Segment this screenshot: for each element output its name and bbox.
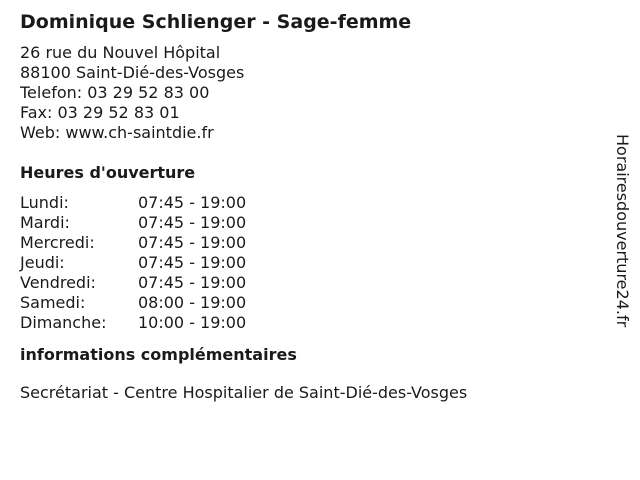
phone-number: Telefon: 03 29 52 83 00 <box>20 83 210 102</box>
time-range: 07:45 - 19:00 <box>138 253 247 272</box>
time-range: 07:45 - 19:00 <box>138 193 247 212</box>
hours-heading: Heures d'ouverture <box>20 163 196 182</box>
hours-row-vendredi <box>20 273 600 293</box>
info-text: Secrétariat - Centre Hospitalier de Saint-Dié-des-Vosges <box>20 383 468 402</box>
fax-number: Fax: 03 29 52 83 01 <box>20 103 180 122</box>
listing-card <box>20 10 600 403</box>
time-range: 08:00 - 19:00 <box>138 293 247 312</box>
hours-row-jeudi <box>20 253 600 273</box>
time-range: 07:45 - 19:00 <box>138 233 247 252</box>
day-label: Dimanche: <box>20 313 107 332</box>
hours-row-samedi <box>20 293 600 313</box>
time-range: 07:45 - 19:00 <box>138 273 247 292</box>
address-line-street: 26 rue du Nouvel Hôpital <box>20 43 221 62</box>
time-range: 07:45 - 19:00 <box>138 213 247 232</box>
hours-table <box>20 193 600 333</box>
page-title: Dominique Schlienger - Sage-femme <box>20 11 412 33</box>
hours-row-mardi <box>20 213 600 233</box>
day-label: Mardi: <box>20 213 70 232</box>
website: Web: www.ch-saintdie.fr <box>20 123 214 142</box>
day-label: Lundi: <box>20 193 69 212</box>
hours-row-lundi <box>20 193 600 213</box>
hours-row-mercredi <box>20 233 600 253</box>
day-label: Jeudi: <box>20 253 65 272</box>
day-label: Mercredi: <box>20 233 95 252</box>
hours-row-dimanche <box>20 313 600 333</box>
day-label: Samedi: <box>20 293 86 312</box>
info-heading: informations complémentaires <box>20 345 297 364</box>
address-line-city: 88100 Saint-Dié-des-Vosges <box>20 63 245 82</box>
watermark: Horairesdouverture24.fr <box>613 134 632 328</box>
contact-block <box>20 43 600 143</box>
day-label: Vendredi: <box>20 273 96 292</box>
time-range: 10:00 - 19:00 <box>138 313 247 332</box>
